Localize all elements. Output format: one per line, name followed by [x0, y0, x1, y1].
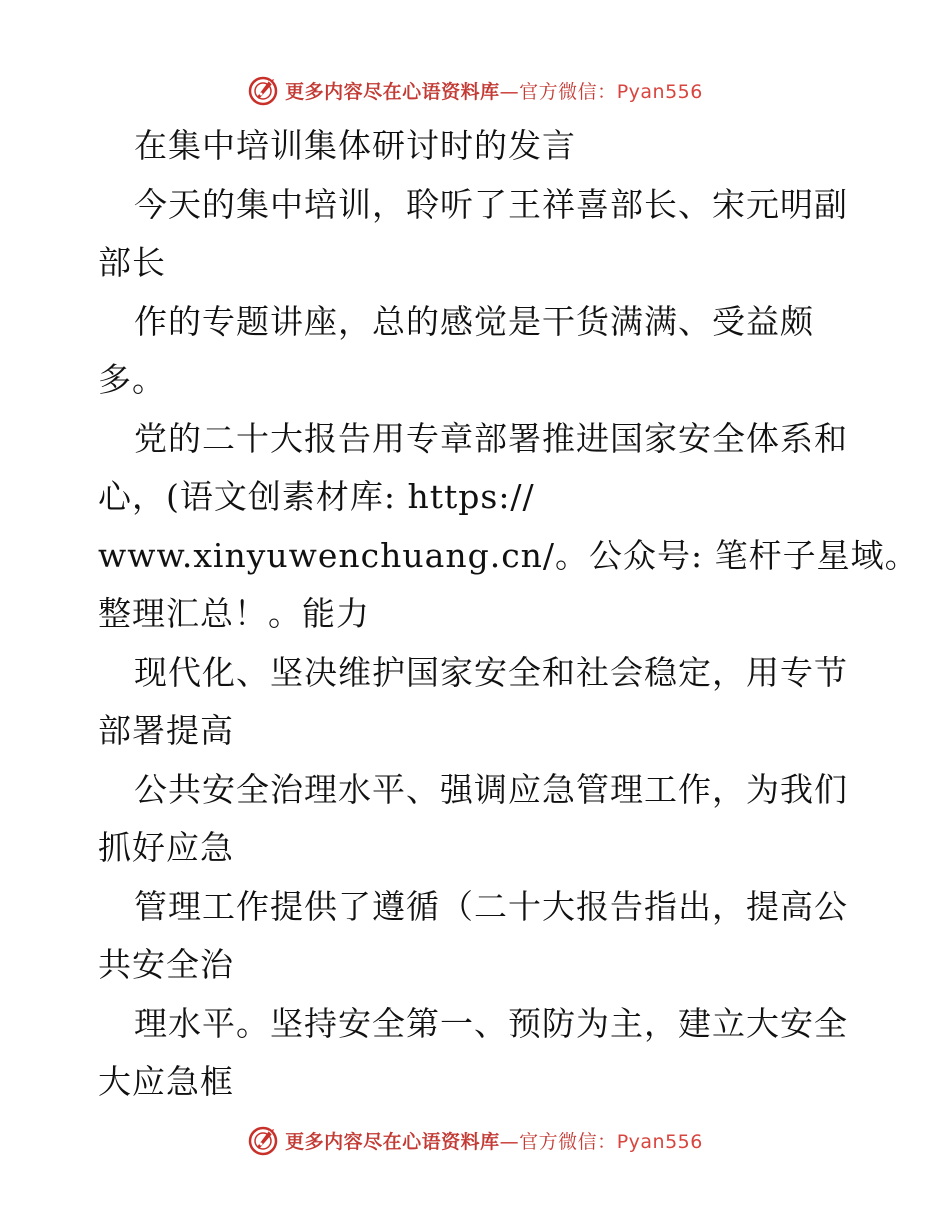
document-body [98, 117, 919, 1112]
paragraph-line: 现代化、坚决维护国家安全和社会稳定，用专节 [134, 652, 848, 692]
paragraph-line: 心，(语文创素材库: https:// [98, 477, 535, 516]
watermark-label: 官方微信： [519, 1130, 617, 1153]
paragraph-line: 部署提高 [98, 711, 234, 750]
paragraph-line: 理水平。坚持安全第一、预防为主，建立大安全 [134, 1003, 848, 1043]
fountain-pen-nib-icon [247, 1123, 281, 1157]
paragraph-line: 今天的集中培训，聆听了王祥喜部长、宋元明副 [134, 184, 848, 224]
paragraph-line: 整理汇总！。能力 [98, 594, 370, 633]
watermark-separator: — [499, 80, 520, 103]
paragraph-line: 大应急框 [98, 1062, 234, 1101]
watermark-label: 官方微信： [519, 80, 617, 103]
watermark-separator: — [499, 1130, 520, 1153]
paragraph-line: 作的专题讲座，总的感觉是干货满满、受益颇 [134, 301, 814, 341]
document-title: 在集中培训集体研讨时的发言 [134, 126, 576, 165]
header-watermark [0, 70, 950, 110]
footer-watermark [0, 1120, 950, 1160]
watermark-id: Pyan556 [616, 80, 703, 103]
paragraph-line: 部长 [98, 243, 166, 282]
paragraph-line: 公共安全治理水平、强调应急管理工作，为我们 [134, 769, 848, 809]
watermark-main-text: 更多内容尽在心语资料库 [285, 80, 500, 103]
paragraph-line: www.xinyuwenchuang.cn/。公众号: 笔杆子星域。 [98, 535, 919, 575]
paragraph-line: 抓好应急 [98, 828, 234, 867]
paragraph-line: 党的二十大报告用专章部署推进国家安全体系和 [134, 418, 848, 458]
paragraph-line: 多。 [98, 360, 166, 399]
watermark-id: Pyan556 [616, 1130, 703, 1153]
fountain-pen-nib-icon [247, 73, 281, 107]
paragraph-line: 管理工作提供了遵循（二十大报告指出，提高公 [134, 886, 848, 926]
watermark-main-text: 更多内容尽在心语资料库 [285, 1130, 500, 1153]
paragraph-line: 共安全治 [98, 945, 234, 984]
